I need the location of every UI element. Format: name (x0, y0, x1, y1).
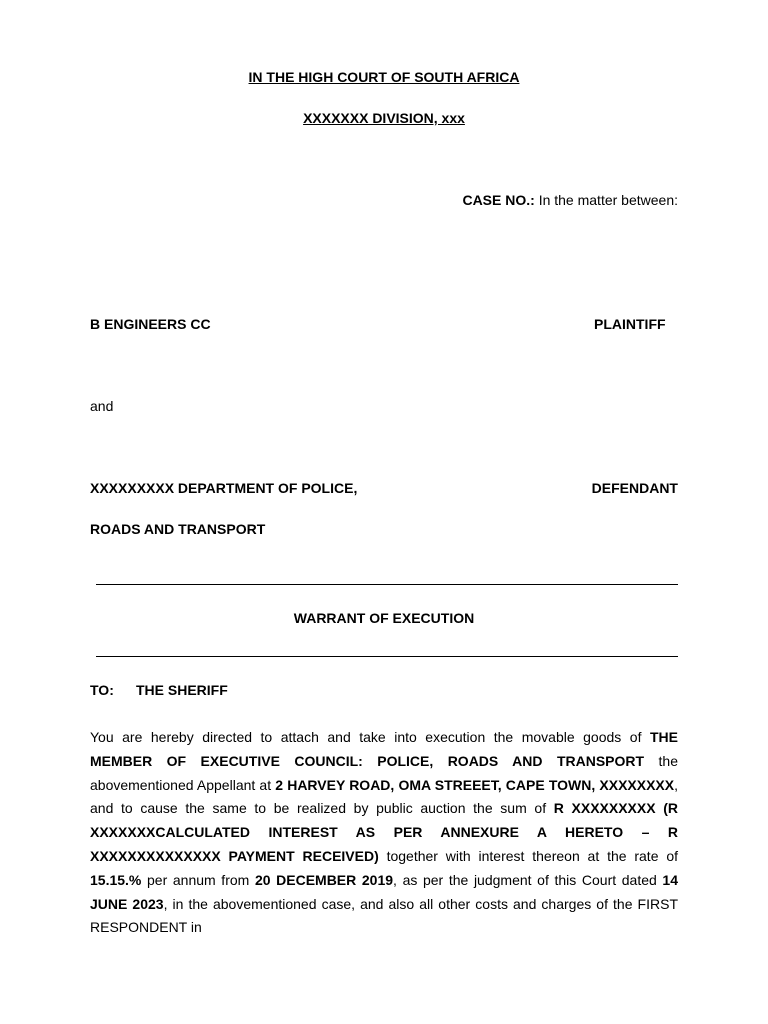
document-title: WARRANT OF EXECUTION (293, 610, 475, 626)
body-bold-amount: R XXXXXXXXX (R XXXXXXXCALCULATED INTEREST AS PER ANNEXURE A HERETO – R XXXXXXXXXXXXXX PAYMENT RECEIVED) (90, 800, 678, 864)
title-rule-top (96, 584, 678, 585)
defendant-name-line1: XXXXXXXXX DEPARTMENT OF POLICE, (90, 480, 358, 496)
body-text-3: , and to cause the same to be realized by public auction the sum of (90, 776, 678, 817)
title-rule-bottom (96, 656, 678, 657)
case-number-label: CASE NO.: (462, 192, 535, 208)
body-text-4: together with interest thereon at the rate of (378, 847, 678, 864)
body-text-1: You are hereby directed to attach and take into execution the movable goods of (90, 729, 650, 745)
and-connector: and (90, 398, 114, 414)
body-bold-respondent: THE MEMBER OF EXECUTIVE COUNCIL: POLICE, ROADS AND TRANSPORT (90, 729, 678, 769)
body-bold-judgment-date: 14 JUNE 2023 (90, 871, 678, 912)
body-bold-address: 2 HARVEY ROAD, OMA STREEET, CAPE TOWN, XXXXXXXX (275, 776, 675, 793)
division-heading: XXXXXXX DIVISION, xxx (303, 110, 465, 126)
case-number-line (462, 192, 678, 208)
court-heading: IN THE HIGH COURT OF SOUTH AFRICA (248, 69, 520, 85)
warrant-body-paragraph (90, 726, 678, 940)
body-text-5: per annum from (141, 871, 255, 888)
body-bold-rate: 15.15.% (90, 871, 142, 888)
plaintiff-name: B ENGINEERS CC (90, 316, 211, 332)
addressee-name: THE SHERIFF (136, 682, 228, 698)
body-text-6: , as per the judgment of this Court dated (393, 871, 663, 888)
plaintiff-role: PLAINTIFF (594, 316, 666, 332)
defendant-name-line2: ROADS AND TRANSPORT (90, 521, 266, 537)
body-text-7: , in the abovementioned case, and also all other costs and charges of the FIRST RESPONDENT in (90, 895, 678, 936)
body-text-2: the abovementioned Appellant at (90, 752, 678, 793)
defendant-role: DEFENDANT (591, 480, 678, 496)
addressee-label: TO: (90, 682, 114, 698)
body-bold-from-date: 20 DECEMBER 2019 (254, 871, 394, 888)
case-matter-text: In the matter between: (538, 192, 678, 208)
